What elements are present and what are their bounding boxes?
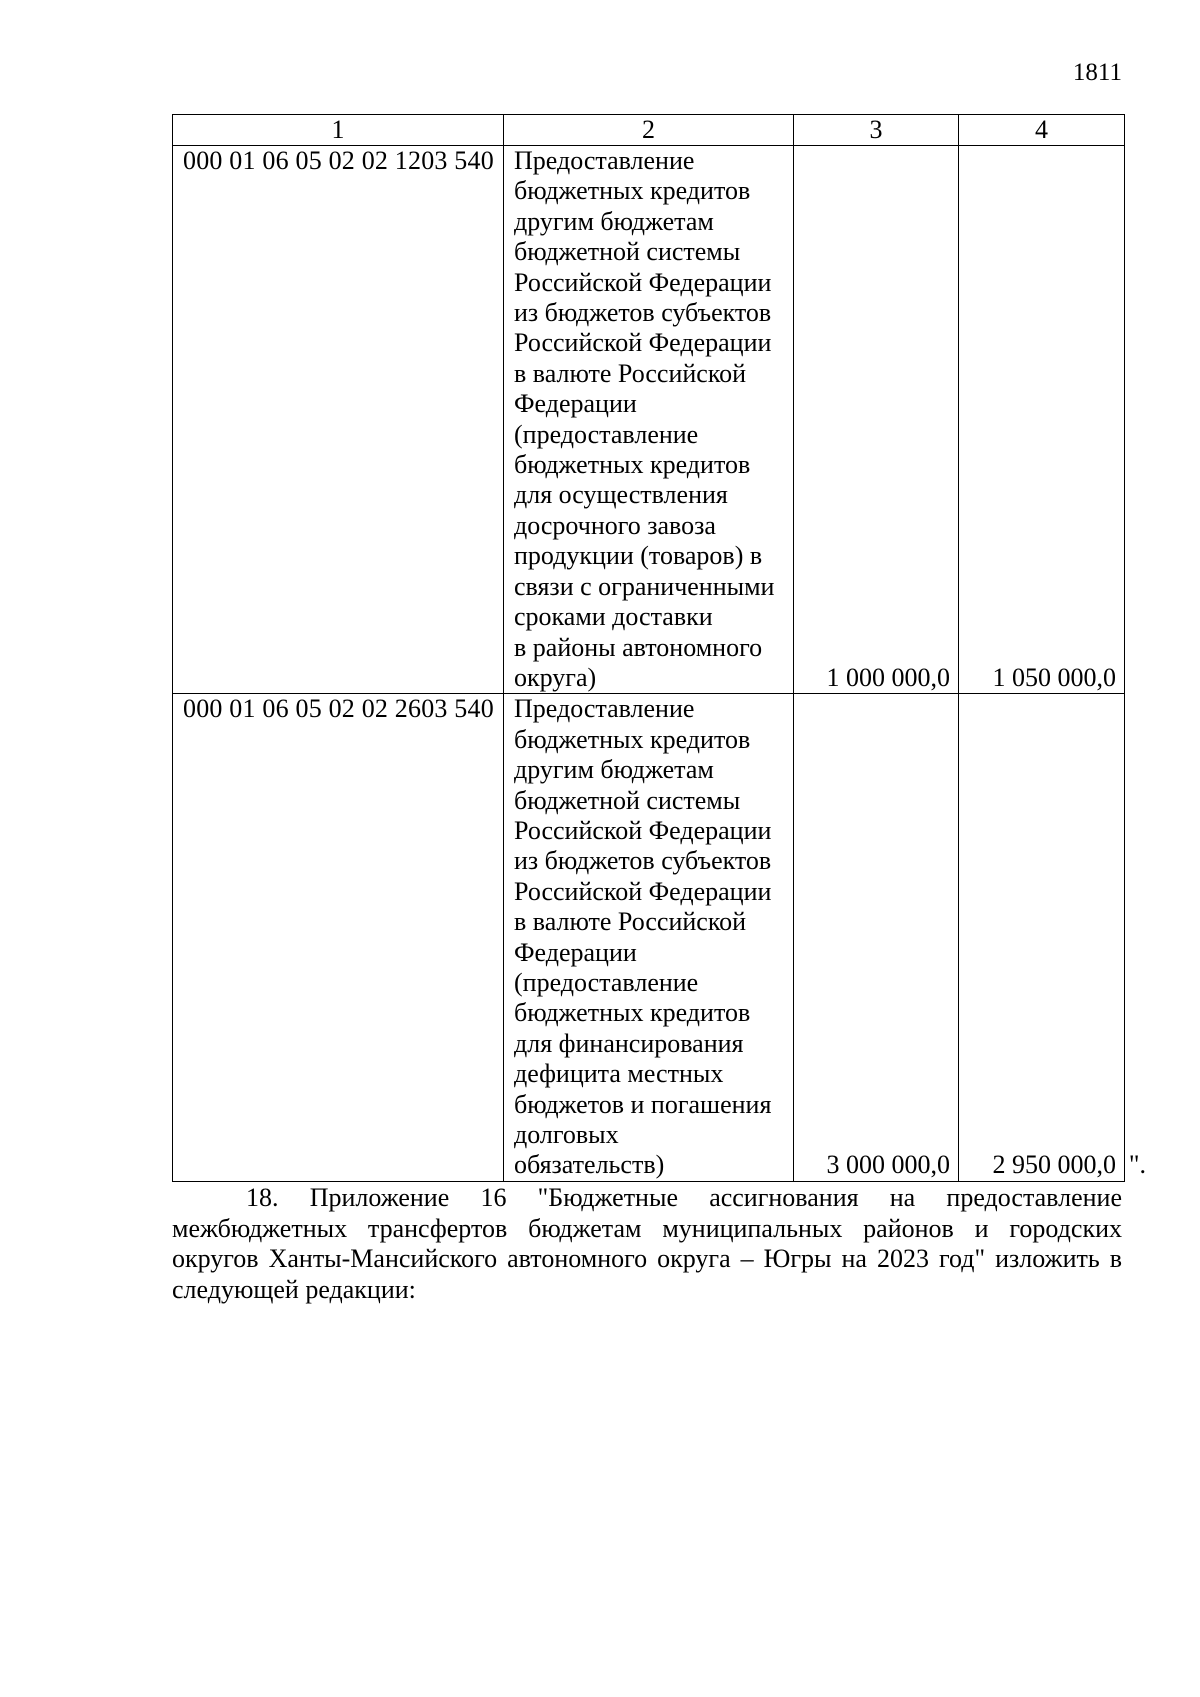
header-cell-2: 2: [504, 115, 794, 146]
description-line: Российской Федерации: [514, 876, 772, 906]
header-cell-3: 3: [794, 115, 959, 146]
description-line: Федерации: [514, 937, 637, 967]
description-line: (предоставление: [514, 419, 699, 449]
description-line: Предоставление: [514, 146, 695, 175]
header-cell-1: 1: [173, 115, 504, 146]
description-line: для финансирования: [514, 1028, 744, 1058]
header-cell-4: 4: [959, 115, 1125, 146]
budget-table: [172, 114, 1146, 1182]
description-line: в валюте Российской: [514, 907, 747, 937]
description-line: дефицита местных: [514, 1059, 724, 1089]
description-cell: [504, 146, 794, 694]
description-line: бюджетной системы: [514, 785, 741, 815]
description-line: округа): [514, 662, 597, 692]
description-line: связи с ограниченными: [514, 571, 775, 601]
value-col3-cell: 3 000 000,0: [794, 694, 959, 1182]
table-header-row: [173, 115, 1125, 146]
description-line: в валюте Российской: [514, 358, 747, 388]
description-line: другим бюджетам: [514, 206, 714, 236]
description-line: бюджетных кредитов: [514, 176, 751, 206]
description-line: обязательств): [514, 1150, 665, 1180]
description-line: досрочного завоза: [514, 510, 716, 540]
description-line: Предоставление: [514, 694, 695, 724]
table-row: [173, 694, 1125, 1182]
description-line: бюджетов и погашения: [514, 1089, 772, 1119]
table-row: [173, 146, 1125, 694]
description-line: Российской Федерации: [514, 267, 772, 297]
closing-quote-mark: ".: [1128, 1150, 1146, 1180]
description-line: бюджетных кредитов: [514, 724, 751, 754]
description-line: Федерации: [514, 389, 637, 419]
description-line: для осуществления: [514, 480, 728, 510]
description-line: Российской Федерации: [514, 328, 772, 358]
description-line: продукции (товаров) в: [514, 541, 763, 571]
description-line: из бюджетов субъектов: [514, 298, 772, 328]
description-line: Российской Федерации: [514, 815, 772, 845]
budget-code-cell: 000 01 06 05 02 02 2603 540: [173, 694, 504, 1182]
description-line: бюджетной системы: [514, 237, 741, 267]
description-line: другим бюджетам: [514, 755, 714, 785]
value-col4-cell: 1 050 000,0: [959, 146, 1125, 694]
description-line: долговых: [514, 1120, 619, 1149]
description-line: в районы автономного: [514, 632, 763, 662]
description-line: бюджетных кредитов: [514, 450, 751, 480]
description-line: сроками доставки: [514, 602, 713, 632]
description-line: (предоставление: [514, 967, 699, 997]
description-line: из бюджетов субъектов: [514, 846, 772, 876]
description-line: бюджетных кредитов: [514, 998, 751, 1028]
value-col4-text: 2 950 000,0: [992, 1150, 1116, 1180]
description-cell: [504, 694, 794, 1182]
value-col4-cell: [959, 694, 1146, 1182]
page-number: 1811: [1072, 59, 1122, 86]
amendment-paragraph: 18. Приложение 16 "Бюджетные ассигнования на предоставление межбюджетных трансфертов бюджетам муниципальных районов и городских округов Ханты-Мансийского автономного округа – Югры на 2023 год" изложить в следующей редакции:: [172, 1183, 1122, 1304]
budget-code-cell: 000 01 06 05 02 02 1203 540: [173, 146, 504, 694]
value-col3-cell: 1 000 000,0: [794, 146, 959, 694]
